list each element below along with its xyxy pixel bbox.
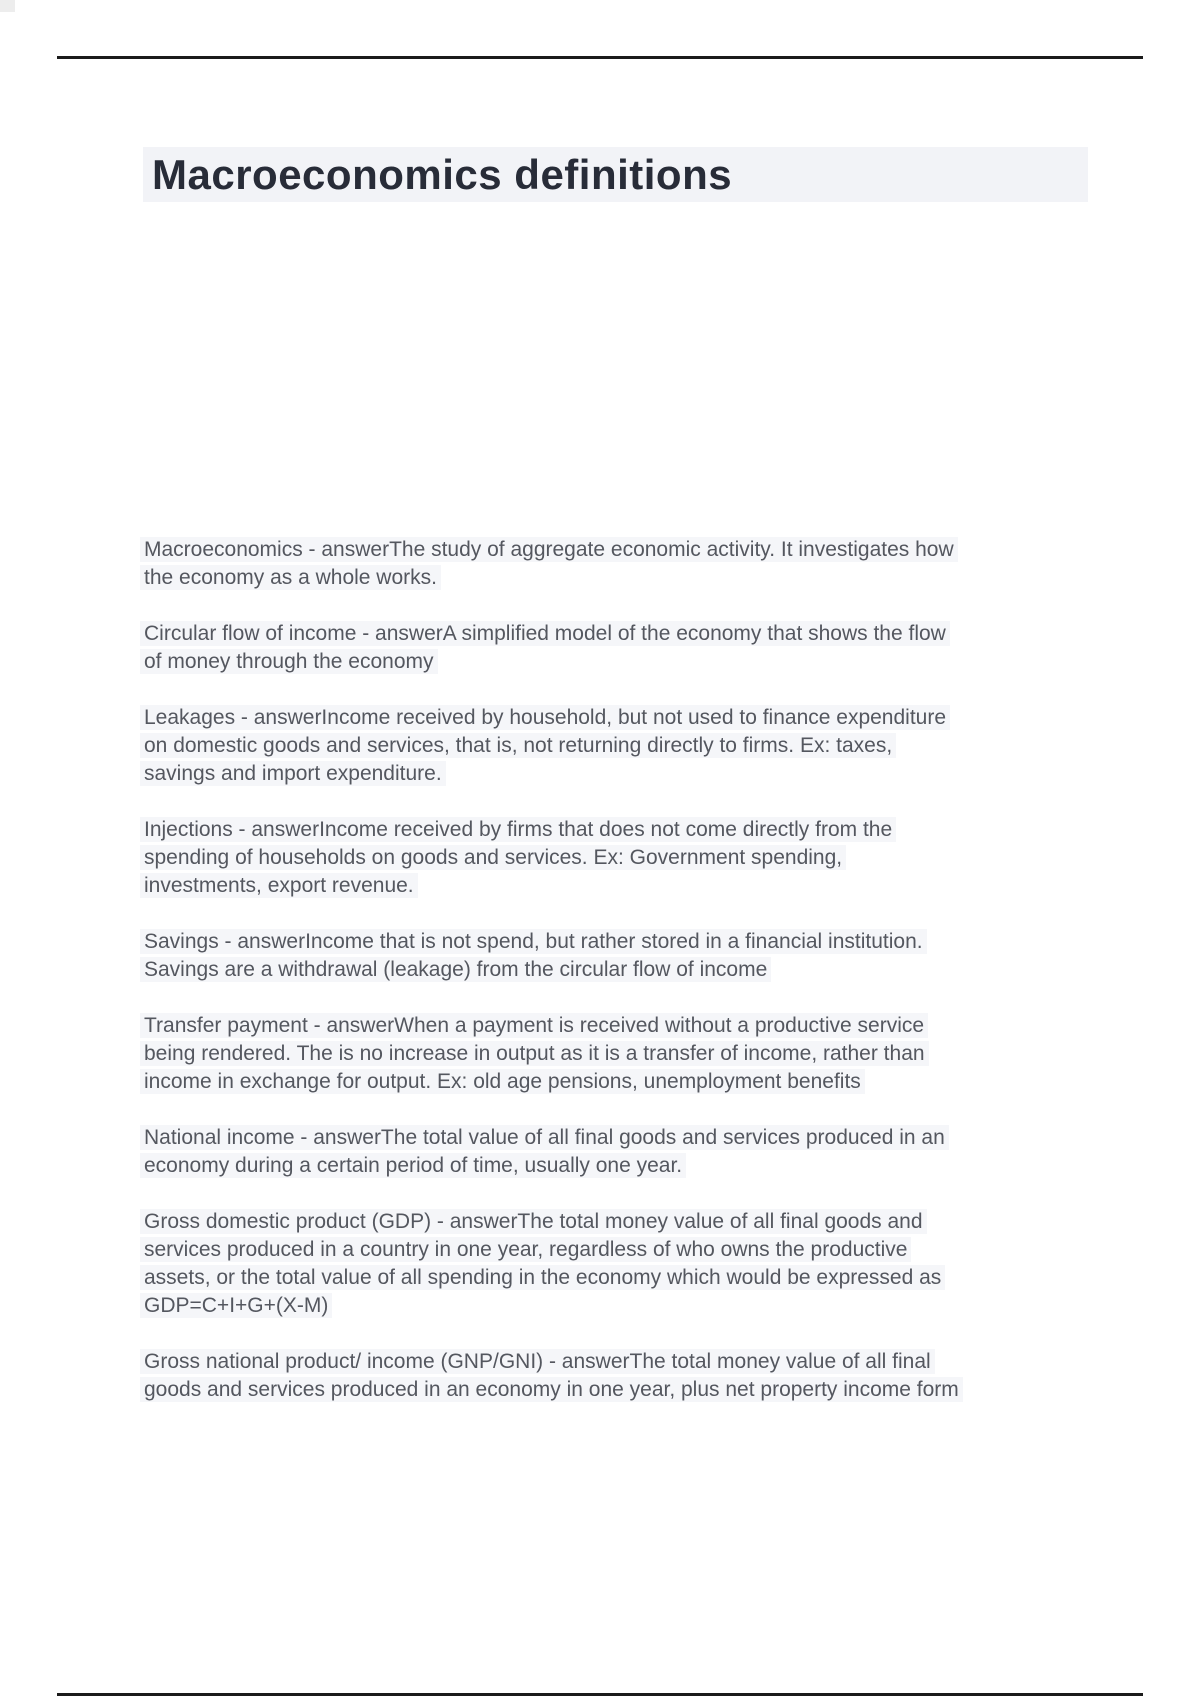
definition-line — [144, 760, 1104, 788]
definition-line — [144, 1348, 1104, 1376]
highlighted-text: Gross national product/ income (GNP/GNI) - answerThe total money value of all final — [140, 1349, 935, 1374]
definition-line — [144, 1068, 1104, 1096]
highlighted-text: National income - answerThe total value of all final goods and services produced in an — [140, 1125, 949, 1150]
definition-line — [144, 1012, 1104, 1040]
definition-line — [144, 1292, 1104, 1320]
definition-line — [144, 1040, 1104, 1068]
highlighted-text: on domestic goods and services, that is, not returning directly to firms. Ex: taxes, — [140, 733, 896, 758]
highlighted-text: goods and services produced in an economy in one year, plus net property income form — [140, 1377, 963, 1402]
highlighted-text: assets, or the total value of all spending in the economy which would be expressed as — [140, 1265, 945, 1290]
highlighted-text: GDP=C+I+G+(X-M) — [140, 1293, 332, 1318]
page-title: Macroeconomics definitions — [152, 151, 733, 198]
highlighted-text: Leakages - answerIncome received by household, but not used to finance expenditure — [140, 705, 950, 730]
definition-paragraph — [144, 1208, 1104, 1320]
definition-paragraph — [144, 620, 1104, 676]
highlighted-text: Injections - answerIncome received by firms that does not come directly from the — [140, 817, 896, 842]
definition-line — [144, 844, 1104, 872]
definition-paragraph — [144, 928, 1104, 984]
top-rule — [57, 56, 1143, 59]
highlighted-text: Circular flow of income - answerA simplified model of the economy that shows the flow — [140, 621, 950, 646]
highlighted-text: of money through the economy — [140, 649, 438, 674]
title-highlight-bar — [143, 147, 1088, 202]
definition-paragraph — [144, 704, 1104, 788]
definition-paragraph — [144, 1012, 1104, 1096]
definition-paragraph — [144, 536, 1104, 592]
definition-line — [144, 1376, 1104, 1404]
highlighted-text: the economy as a whole works. — [140, 565, 441, 590]
highlighted-text: income in exchange for output. Ex: old age pensions, unemployment benefits — [140, 1069, 865, 1094]
highlighted-text: Macroeconomics - answerThe study of aggregate economic activity. It investigates how — [140, 537, 958, 562]
highlighted-text: services produced in a country in one year, regardless of who owns the productive — [140, 1237, 911, 1262]
highlighted-text: spending of households on goods and services. Ex: Government spending, — [140, 845, 846, 870]
highlighted-text: Transfer payment - answerWhen a payment is received without a productive service — [140, 1013, 928, 1038]
definition-line — [144, 564, 1104, 592]
highlighted-text: investments, export revenue. — [140, 873, 418, 898]
definition-line — [144, 536, 1104, 564]
definition-line — [144, 1208, 1104, 1236]
definition-paragraph — [144, 1348, 1104, 1404]
definition-line — [144, 648, 1104, 676]
page-corner-artifact — [0, 0, 15, 12]
definitions-list — [144, 536, 1104, 1404]
definition-line — [144, 620, 1104, 648]
highlighted-text: Gross domestic product (GDP) - answerThe total money value of all final goods and — [140, 1209, 927, 1234]
bottom-rule — [57, 1693, 1143, 1696]
highlighted-text: economy during a certain period of time, usually one year. — [140, 1153, 686, 1178]
definition-line — [144, 1264, 1104, 1292]
definition-line — [144, 1236, 1104, 1264]
definition-line — [144, 1124, 1104, 1152]
definition-line — [144, 704, 1104, 732]
definition-line — [144, 928, 1104, 956]
highlighted-text: savings and import expenditure. — [140, 761, 446, 786]
highlighted-text: Savings - answerIncome that is not spend, but rather stored in a financial institution. — [140, 929, 927, 954]
definition-paragraph — [144, 816, 1104, 900]
definition-paragraph — [144, 1124, 1104, 1180]
definition-line — [144, 732, 1104, 760]
definition-line — [144, 956, 1104, 984]
highlighted-text: Savings are a withdrawal (leakage) from the circular flow of income — [140, 957, 771, 982]
definition-line — [144, 816, 1104, 844]
highlighted-text: being rendered. The is no increase in output as it is a transfer of income, rather than — [140, 1041, 929, 1066]
definition-line — [144, 1152, 1104, 1180]
definition-line — [144, 872, 1104, 900]
